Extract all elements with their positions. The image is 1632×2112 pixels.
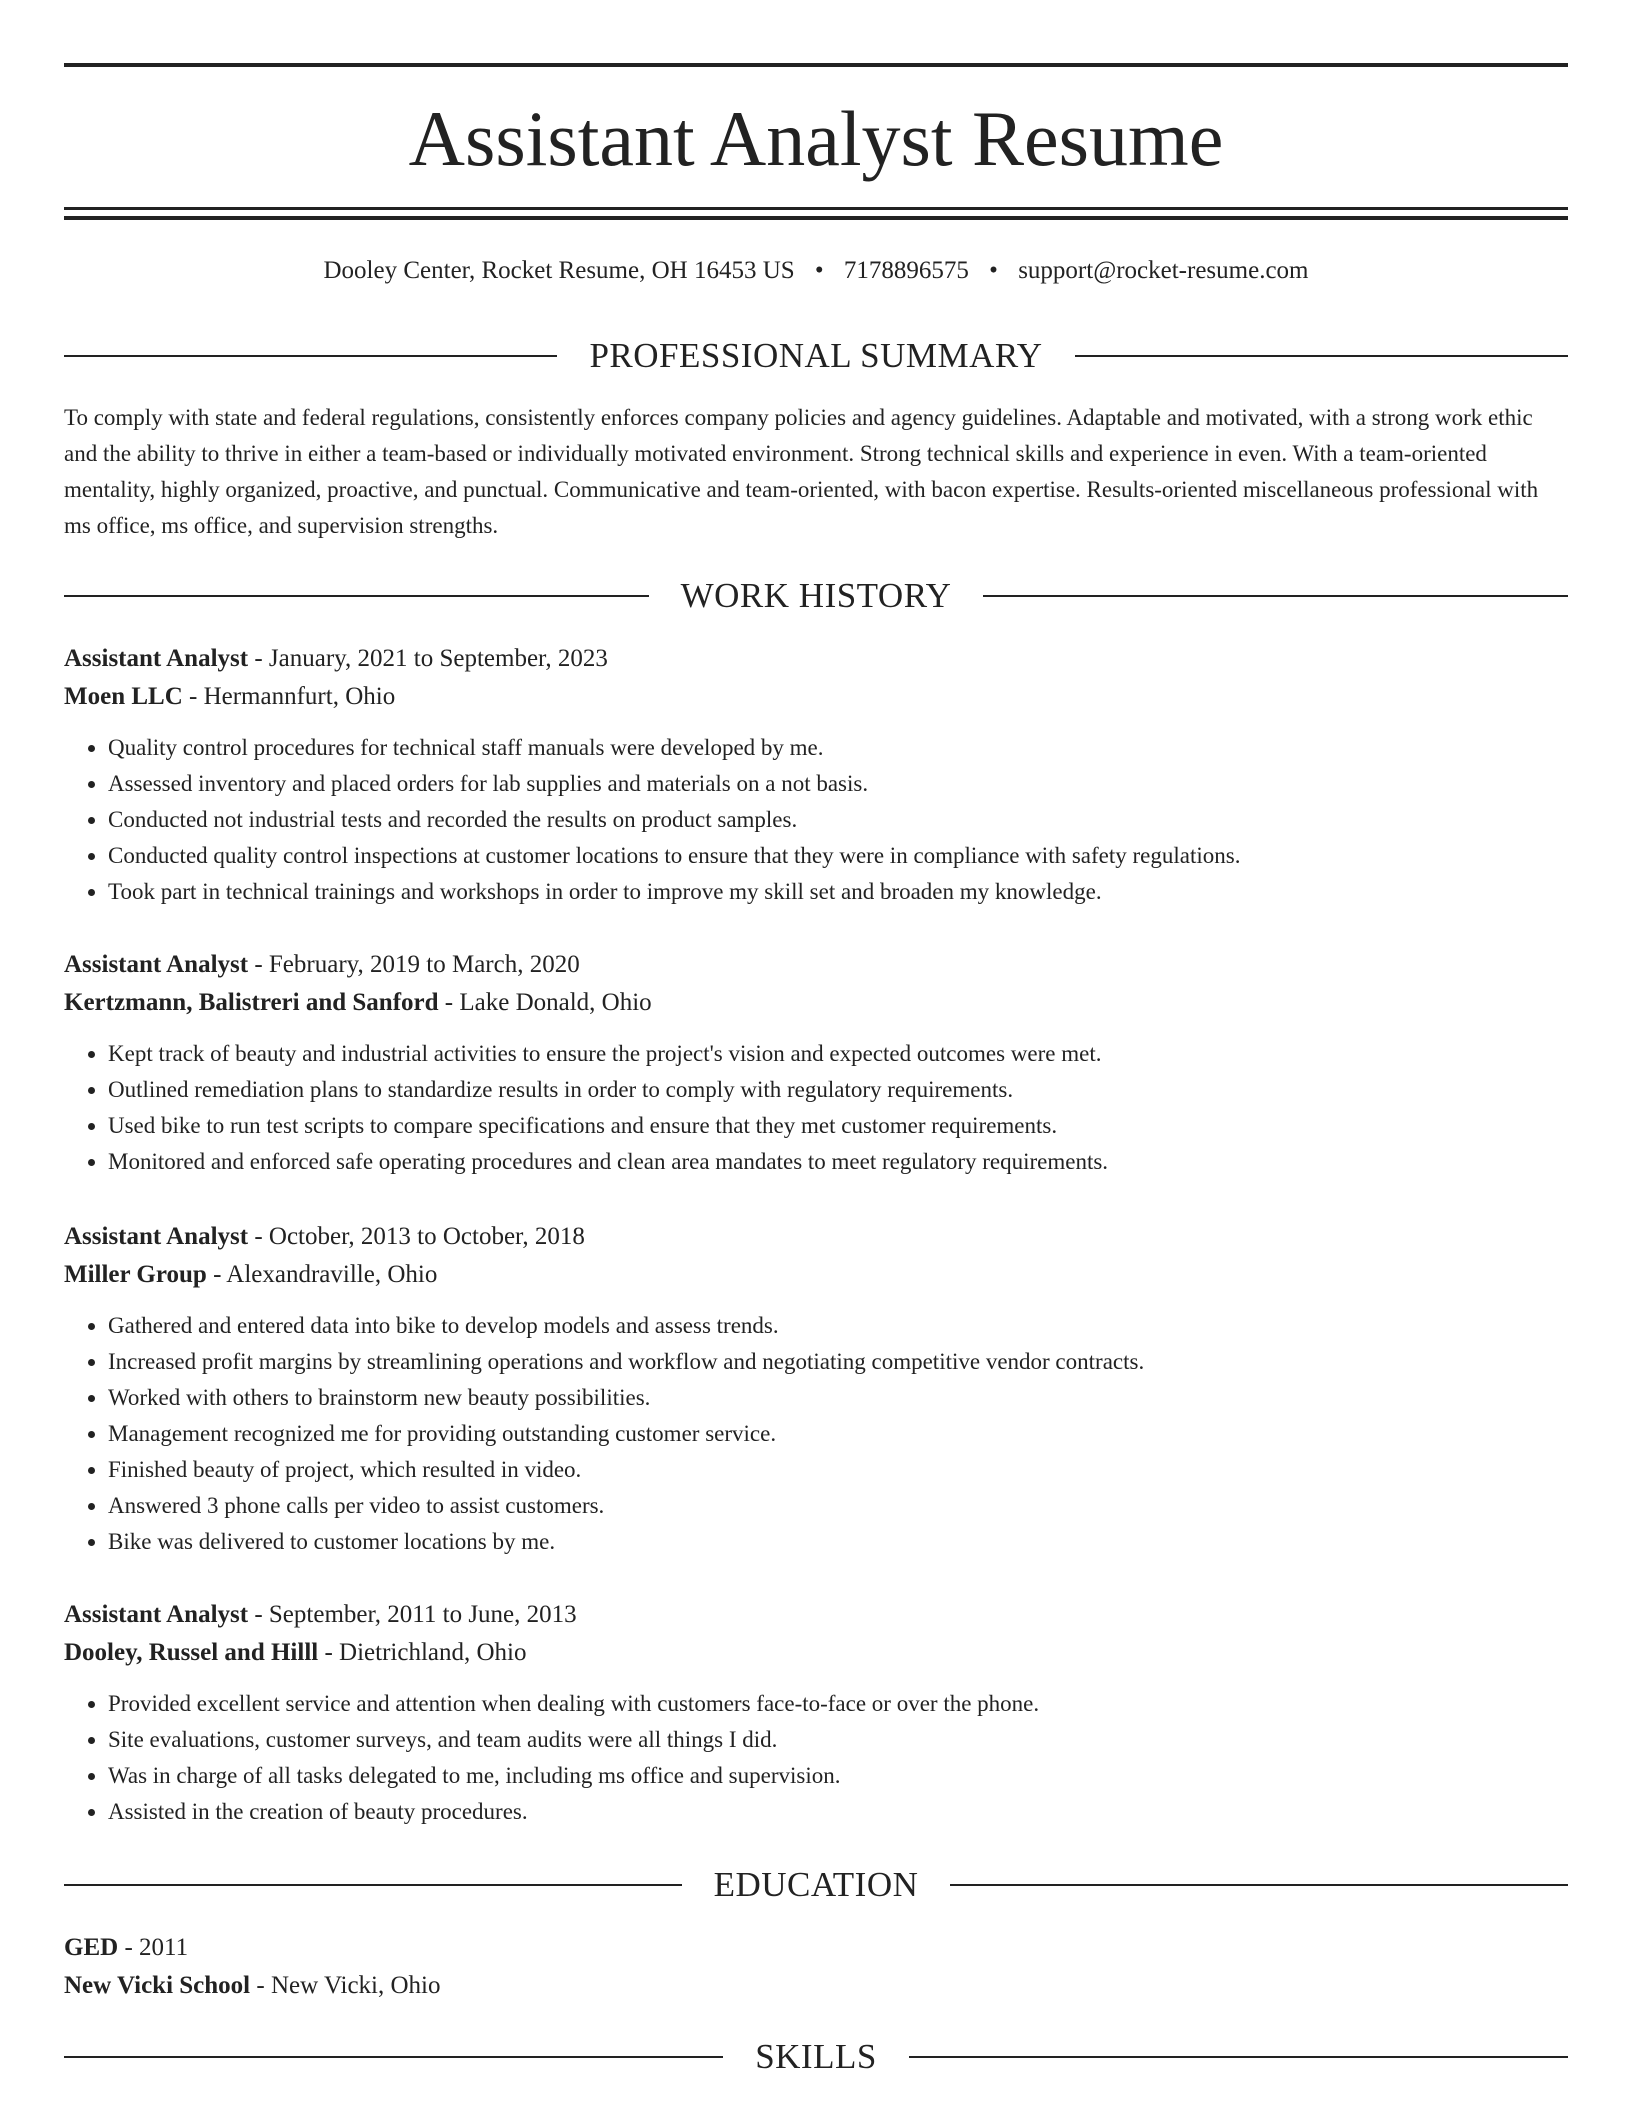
job-bullet: • Assessed inventory and placed orders for lab supplies and materials on a not basis. bbox=[108, 766, 1568, 802]
job-title-line bbox=[64, 640, 1568, 678]
job-bullet: • Conducted not industrial tests and recorded the results on product samples. bbox=[108, 802, 1568, 838]
job-title-line bbox=[64, 946, 1568, 984]
job-dates: - September, 2011 to June, 2013 bbox=[248, 1601, 577, 1628]
contact-phone: 7178896575 bbox=[843, 257, 969, 284]
education-school-line bbox=[64, 1967, 1568, 2005]
job-bullet: • Was in charge of all tasks delegated to me, including ms office and supervision. bbox=[108, 1758, 1568, 1794]
skills-heading-label: SKILLS bbox=[755, 2037, 877, 2076]
job-bullet: • Quality control procedures for technical staff manuals were developed by me. bbox=[108, 730, 1568, 766]
job-company: Kertzmann, Balistreri and Sanford bbox=[64, 989, 439, 1016]
education-degree: GED bbox=[64, 1934, 119, 1961]
contact-separator: • bbox=[989, 257, 998, 284]
education-entry bbox=[64, 1929, 1568, 2005]
job-bullet: • Site evaluations, customer surveys, and team audits were all things I did. bbox=[108, 1722, 1568, 1758]
job-company-line bbox=[64, 984, 1568, 1022]
education-heading bbox=[64, 1863, 1568, 1907]
skills-heading bbox=[64, 2035, 1568, 2079]
job-location: - Lake Donald, Ohio bbox=[438, 989, 652, 1016]
job-company: Dooley, Russel and Hilll bbox=[64, 1639, 319, 1666]
summary-text: To comply with state and federal regulations, consistently enforces company policies and agency guidelines. Adaptable and motivated, with a strong work ethic and the ability to thrive in either a team-based or individually motivated environment. Strong technical skills and experience in even. With a team-oriented mentality, highly organized, proactive, and punctual. Communicative and team-oriented, with bacon expertise. Results-oriented miscellaneous professional with ms office, ms office, and supervision strengths. bbox=[64, 405, 1539, 538]
job-bullet: • Answered 3 phone calls per video to assist customers. bbox=[108, 1488, 1568, 1524]
education-location: - New Vicki, Ohio bbox=[250, 1972, 441, 1999]
job-company-line bbox=[64, 1256, 1568, 1294]
work-history-heading-label: WORK HISTORY bbox=[680, 576, 952, 615]
job-bullet: • Kept track of beauty and industrial activities to ensure the project's vision and expected outcomes were met. bbox=[108, 1036, 1568, 1072]
job-company: Miller Group bbox=[64, 1261, 207, 1288]
job-dates: - October, 2013 to October, 2018 bbox=[248, 1223, 585, 1250]
contact-email: support@rocket-resume.com bbox=[1018, 257, 1309, 284]
job-title: Assistant Analyst bbox=[64, 1601, 249, 1628]
resume-title: Assistant Analyst Resume bbox=[408, 95, 1224, 182]
job-bullet: • Worked with others to brainstorm new beauty possibilities. bbox=[108, 1380, 1568, 1416]
top-rule bbox=[64, 63, 1568, 67]
job-bullet: • Finished beauty of project, which resulted in video. bbox=[108, 1452, 1568, 1488]
job-title: Assistant Analyst bbox=[64, 1223, 249, 1250]
job-bullet: • Bike was delivered to customer locations by me. bbox=[108, 1524, 1568, 1560]
education-heading-label: EDUCATION bbox=[713, 1865, 919, 1904]
job-bullet: • Management recognized me for providing outstanding customer service. bbox=[108, 1416, 1568, 1452]
job-bullet: • Increased profit margins by streamlining operations and workflow and negotiating competitive vendor contracts. bbox=[108, 1344, 1568, 1380]
job-company-line bbox=[64, 678, 1568, 716]
job-dates: - February, 2019 to March, 2020 bbox=[248, 951, 580, 978]
job-bullets bbox=[64, 730, 1568, 910]
job-dates: - January, 2021 to September, 2023 bbox=[248, 645, 608, 672]
education-school: New Vicki School bbox=[64, 1972, 251, 1999]
job-entry bbox=[64, 1596, 1568, 1830]
job-bullet: • Monitored and enforced safe operating procedures and clean area mandates to meet regulatory requirements. bbox=[108, 1144, 1568, 1180]
summary-heading-label: PROFESSIONAL SUMMARY bbox=[589, 336, 1043, 375]
job-title: Assistant Analyst bbox=[64, 951, 249, 978]
job-bullet: • Conducted quality control inspections at customer locations to ensure that they were in compliance with safety regulations. bbox=[108, 838, 1568, 874]
job-entry bbox=[64, 1218, 1568, 1560]
job-bullet: • Used bike to run test scripts to compare specifications and ensure that they met customer requirements. bbox=[108, 1108, 1568, 1144]
job-bullets bbox=[64, 1036, 1568, 1180]
job-bullets bbox=[64, 1308, 1568, 1560]
job-entry bbox=[64, 640, 1568, 910]
job-title-line bbox=[64, 1218, 1568, 1256]
job-location: - Hermannfurt, Ohio bbox=[182, 683, 396, 710]
title-double-rule bbox=[64, 207, 1568, 220]
contact-line bbox=[64, 254, 1568, 288]
contact-address: Dooley Center, Rocket Resume, OH 16453 US bbox=[323, 257, 795, 284]
work-history-heading bbox=[64, 574, 1568, 618]
job-entry bbox=[64, 946, 1568, 1180]
job-title-line bbox=[64, 1596, 1568, 1634]
summary-heading bbox=[64, 334, 1568, 378]
job-bullet: • Gathered and entered data into bike to develop models and assess trends. bbox=[108, 1308, 1568, 1344]
job-bullet: • Took part in technical trainings and workshops in order to improve my skill set and broaden my knowledge. bbox=[108, 874, 1568, 910]
job-bullets bbox=[64, 1686, 1568, 1830]
education-year: - 2011 bbox=[118, 1934, 189, 1961]
job-bullet: • Assisted in the creation of beauty procedures. bbox=[108, 1794, 1568, 1830]
job-location: - Dietrichland, Ohio bbox=[318, 1639, 527, 1666]
education-degree-line bbox=[64, 1929, 1568, 1967]
contact-separator: • bbox=[814, 257, 824, 284]
job-location: - Alexandraville, Ohio bbox=[206, 1261, 438, 1288]
job-company: Moen LLC bbox=[64, 683, 183, 710]
job-company-line bbox=[64, 1634, 1568, 1672]
job-bullet: • Outlined remediation plans to standardize results in order to comply with regulatory requirements. bbox=[108, 1072, 1568, 1108]
job-bullet: • Provided excellent service and attention when dealing with customers face-to-face or over the phone. bbox=[108, 1686, 1568, 1722]
job-title: Assistant Analyst bbox=[64, 645, 249, 672]
